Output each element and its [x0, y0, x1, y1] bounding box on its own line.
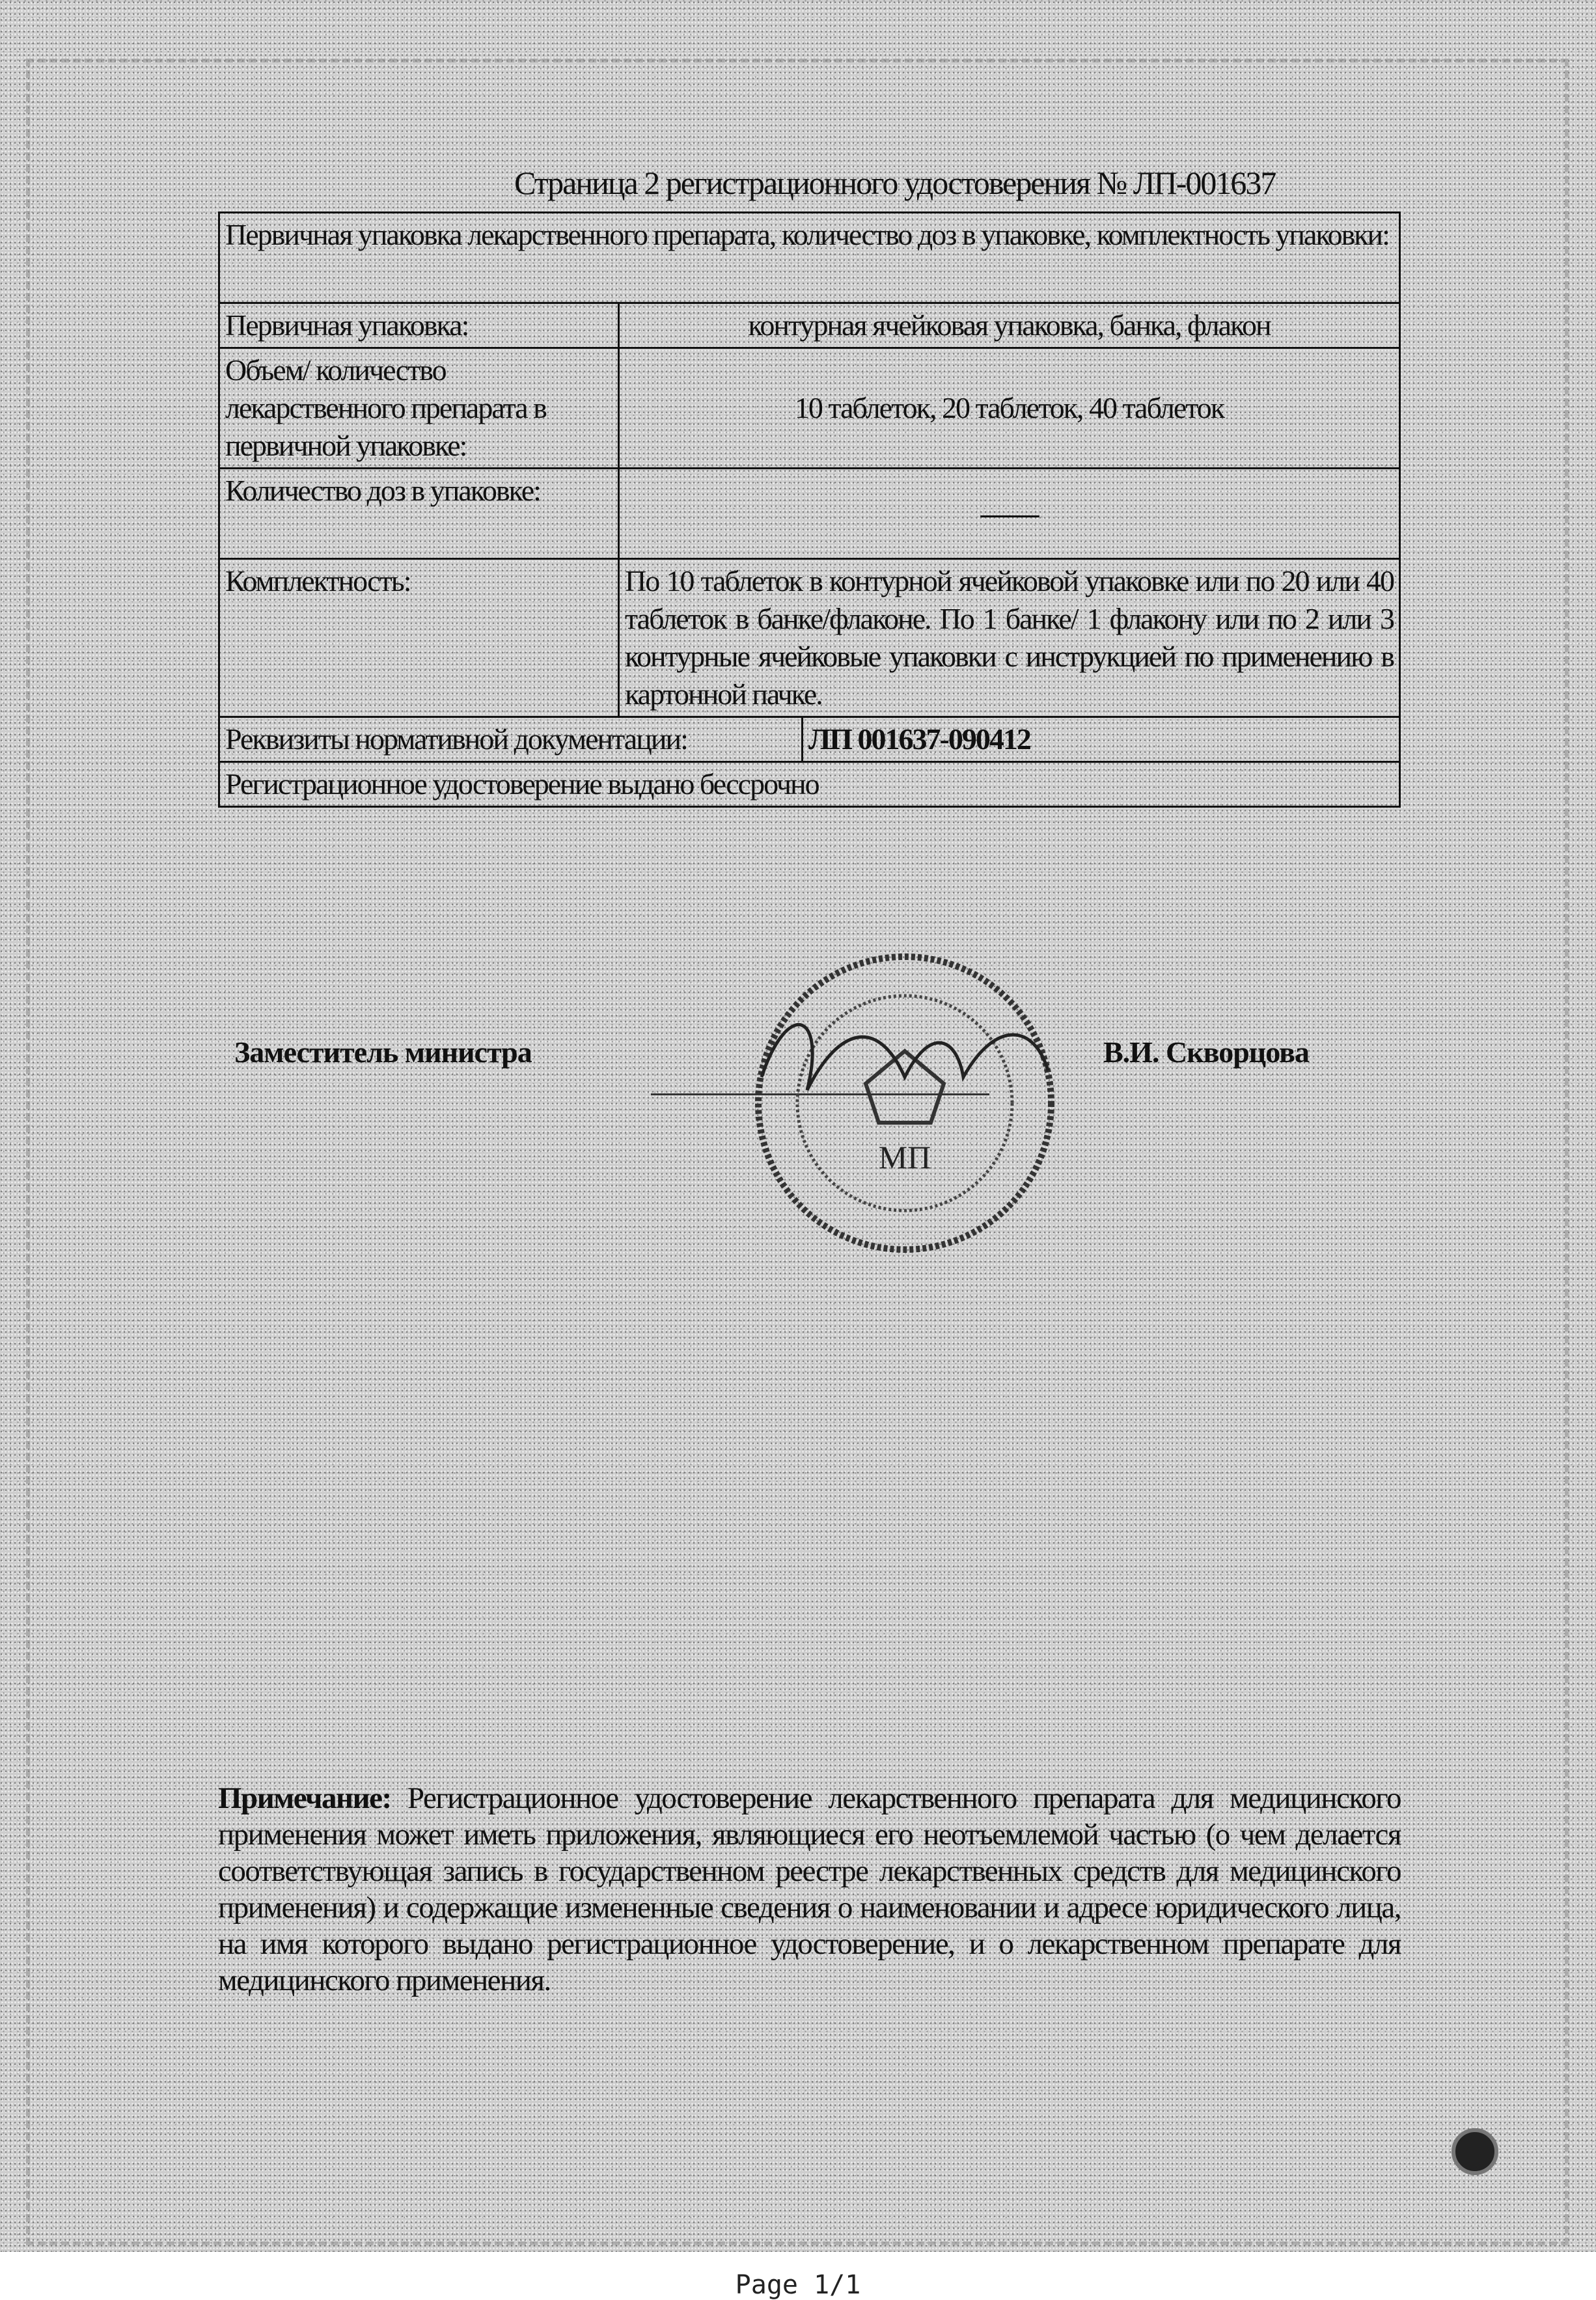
page-header: Страница 2 регистрационного удостоверения № ЛП-001637 — [514, 165, 1276, 201]
row-value: По 10 таблеток в контурной ячейковой упаковке или по 20 или 40 таблеток в банке/флаконе. По 1 банке/ 1 флакону или по 2 или 3 контурные ячейковые упаковки с инструкцией по применению в картонной пачке. — [619, 559, 1400, 717]
corner-mark-icon — [1452, 2128, 1498, 2175]
table-row — [219, 559, 1400, 717]
row-value: контурная ячейковая упаковка, банка, флакон — [619, 303, 1400, 348]
row-value: —— — [619, 469, 1400, 559]
row-label: Комплектность: — [219, 559, 619, 717]
packaging-table — [218, 212, 1401, 808]
table-row — [219, 717, 1400, 762]
row-label: Объем/ количество лекарственного препарата в первичной упаковке: — [219, 348, 619, 469]
signatory-name: В.И. Скворцова — [1103, 1035, 1309, 1069]
normative-label: Реквизиты нормативной документации: — [219, 717, 803, 762]
note-paragraph — [218, 1780, 1401, 1999]
normative-value: ЛП 001637-090412 — [803, 717, 1400, 762]
row-label: Количество доз в упаковке: — [219, 469, 619, 559]
stamp-label: МП — [878, 1139, 931, 1175]
table-row — [219, 348, 1400, 469]
table-row — [219, 762, 1400, 807]
signatory-position: Заместитель министра — [234, 1035, 532, 1069]
page-number: Page 1/1 — [735, 2270, 861, 2300]
handwritten-signature — [762, 1024, 1048, 1090]
table-row — [219, 213, 1400, 303]
note-text: Регистрационное удостоверение лекарственного препарата для медицинского применения может иметь приложения, являющиеся его неотъемлемой частью (о чем делается соответствующая запись в государственном реестре лекарственных средств для медицинского применения) и содержащие измененные сведения о наименовании и адресе юридического лица, на имя которого выдано регистрационное удостоверение, и о лекарственном препарате для медицинского применения. — [218, 1781, 1401, 1997]
row-label: Первичная упаковка: — [219, 303, 619, 348]
note-label: Примечание: — [218, 1781, 391, 1815]
table-row — [219, 469, 1400, 559]
section-title: Первичная упаковка лекарственного препарата, количество доз в упаковке, комплектность упаковки: — [219, 213, 1400, 303]
row-value: 10 таблеток, 20 таблеток, 40 таблеток — [619, 348, 1400, 469]
validity-text: Регистрационное удостоверение выдано бессрочно — [219, 762, 1400, 807]
table-row — [219, 303, 1400, 348]
official-stamp — [749, 947, 1061, 1259]
